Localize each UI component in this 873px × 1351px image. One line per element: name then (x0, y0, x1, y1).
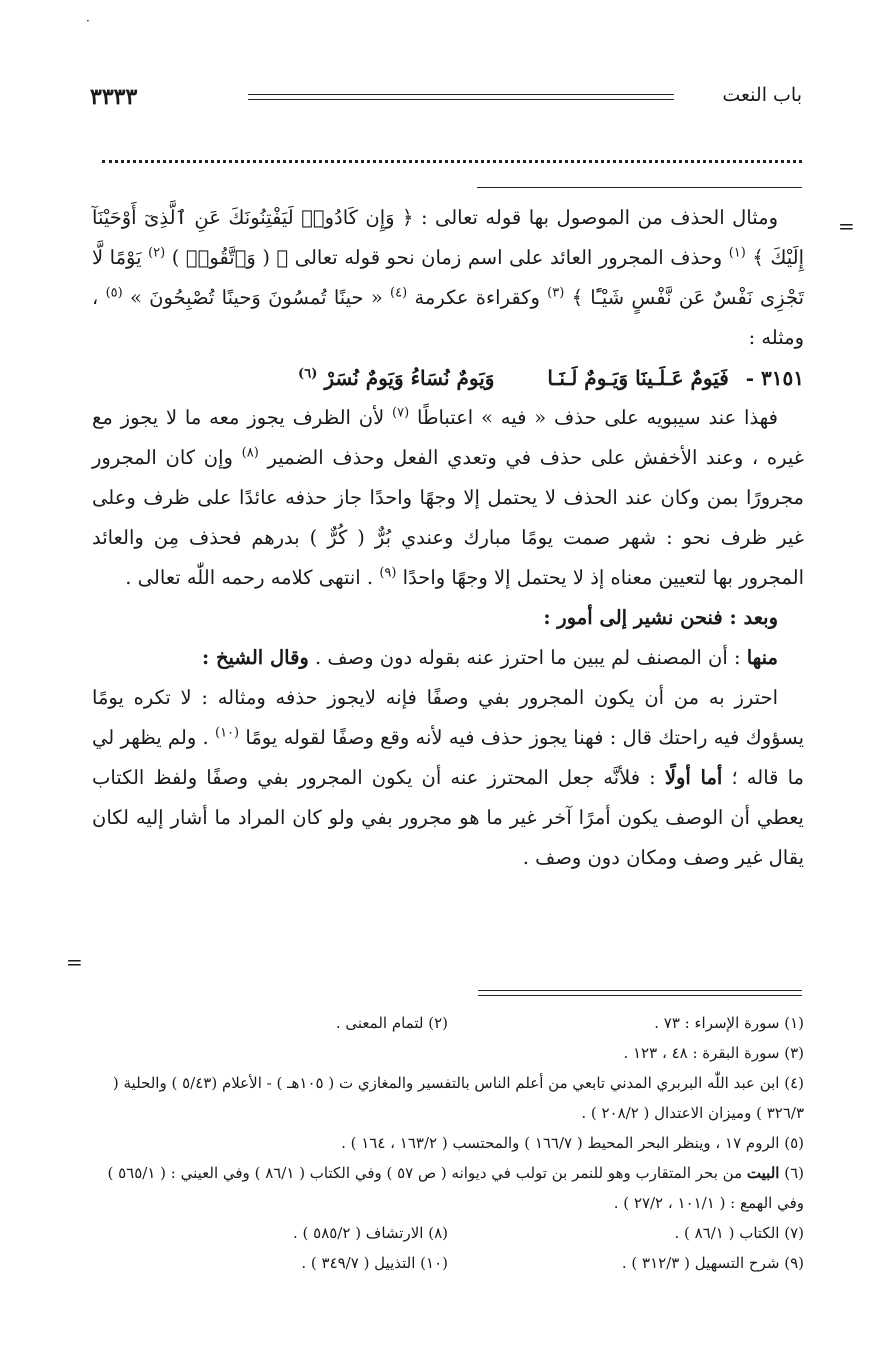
footnote-row-9-10 (92, 1248, 804, 1278)
footnote-rule-top (478, 990, 802, 991)
footnote-ref-5[interactable]: (٥) (105, 285, 123, 301)
header-rule-top (248, 94, 674, 95)
footnote-4: (٤) ابن عبد اللّٰه البربري المدني تابعي من أعلم الناس بالتفسير والمغازي ت ( ١٠٥هـ ) - الأعلام (٥/٤٣ ) والحلية ( ٣٢٦/٣ ) وميزان الاعتدال ( ٢٠٨/٢ ) . (112, 1074, 804, 1122)
footnote-10: (١٠) التذييل ( ٣٤٩/٧ ) . (301, 1254, 448, 1272)
shaykh-label: وقال الشيخ : (201, 646, 309, 669)
footnote-ref-7[interactable]: (٧) (392, 405, 410, 421)
stray-dot: · (86, 14, 90, 28)
verse-hemistich-1: فَيَومٌ عَـلَـينَا وَيَـومٌ لَـنَـا (547, 366, 729, 390)
footnotes (92, 1008, 804, 1278)
margin-mark-top: = (838, 214, 855, 238)
footnote-ref-6[interactable]: (٦) (298, 366, 318, 382)
footnote-ref-3[interactable]: (٣) (547, 285, 565, 301)
continuation-dots (102, 150, 802, 163)
paragraph-1: ومثال الحذف من الموصول بها قوله تعالى : ﴿ وَإِن كَادُوا۟ لَيَفْتِنُونَكَ عَنِ ٱلَّذِىٓ أَوْحَيْنَآ إِلَيْكَ ﴾ $^{(١)}$ وحذف المجرور العائد على اسم زمان نحو قوله تعالى ﴿ ( وَٱتَّقُوا۟ ) $^{(٢)}$ يَوْمًا لَّا تَجْزِى نَفْسٌ عَن نَّفْسٍ شَيْـًٔا ﴾ $^{(٣)}$ وكقراءة عكرمة $^{(٤)}$ « حينًا تُمسُونَ وَحينًا تُصْبِحُونَ » $^{(٥)}$ ، ومثله : (92, 206, 805, 349)
footnote-row-7-8 (92, 1218, 804, 1248)
footnote-rule-bottom (478, 995, 802, 996)
footnote-5: (٥) الروم ١٧ ، وينظر البحر المحيط ( ١٦٦/٧ ) والمحتسب ( ١٦٣/٢ ، ١٦٤ ) . (341, 1134, 804, 1152)
footnote-ref-1[interactable]: (١) (728, 245, 746, 261)
footnote-ref-10[interactable]: (١٠) (215, 725, 240, 741)
verse-number: ٣١٥١ - (745, 366, 804, 390)
poetry-verse (92, 358, 804, 398)
paragraph-5: احترز به من أن يكون المجرور بفي وصفًا فإنه لايجوز حذفه ومثاله : لا تكره يومًا يسؤوك فيه راحتك قال : فهنا يجوز حذف فيه لأنه وقع وصفًا لقوله يومًا $^{(١٠)}$ . ولم يظهر لي ما قاله ؛ أما أولًا : فلأنَّه جعل المحترز عنه أن يكون المجرور بفي وصفًا ولفظ الكتاب يعطي أن الوصف يكون أمرًا آخر غير ما هو مجرور بفي ولو كان المراد ما أشار إليه لكان يقال غير وصف ومكان دون وصف . (92, 686, 805, 869)
section-rule (477, 187, 802, 188)
paragraph-3: وبعد : فنحن نشير إلى أمور : (543, 606, 778, 629)
footnote-8: (٨) الارتشاف ( ٥٨٥/٢ ) . (292, 1224, 448, 1242)
footnote-ref-4[interactable]: (٤) (390, 285, 408, 301)
footnote-ref-2[interactable]: (٢) (148, 245, 166, 261)
paragraph-2: فهذا عند سيبويه على حذف « فيه » اعتباطًا $^{(٧)}$ لأن الظرف يجوز معه ما لا يجوز مع غيره ، وعند الأخفش على حذف في وتعدي الفعل وحذف الضمير $^{(٨)}$ وإن كان المجرور مجرورًا بمن وكان عند الحذف لا يحتمل إلا وجهًا واحدًا جاز حذفه عائدًا على ظرف وعلى غير ظرف نحو : شهر صمت يومًا مبارك وعندي بُرٌّ ( كُرٌّ ) بدرهم فحذف مِن والعائد المجرور بها لتعيين معناه إذ لا يحتمل إلا وجهًا واحدًا $^{(٩)}$ . انتهى كلامه رحمه اللّٰه تعالى . (92, 405, 804, 589)
verse-hemistich-2: وَيَومٌ نُسَاءُ وَيَومٌ نُسَرْ (324, 366, 495, 390)
running-header (90, 84, 802, 110)
paragraph-4: منها : أن المصنف لم يبين ما احترز عنه بقوله دون وصف . وقال الشيخ : (201, 646, 778, 669)
first-point-label: أما أولًا (664, 766, 723, 789)
footnote-row-1-2 (92, 1008, 804, 1038)
page-number: ٣٣٣٣ (90, 84, 138, 110)
footnote-1: (١) سورة الإسراء : ٧٣ . (654, 1014, 804, 1032)
footnote-3: (٣) سورة البقرة : ٤٨ ، ١٢٣ . (623, 1044, 804, 1062)
footnote-ref-9[interactable]: (٩) (379, 565, 397, 581)
margin-mark-bottom: = (66, 950, 83, 974)
footnote-6: (٦) البيت من بحر المتقارب وهو للنمر بن تولب في ديوانه ( ص ٥٧ ) وفي الكتاب ( ٨٦/١ ) وفي العيني : ( ٥٦٥/١ ) وفي الهمع : ( ١٠١/١ ، ٢٧/٢ ) . (107, 1164, 804, 1212)
footnote-7: (٧) الكتاب ( ٨٦/١ ) . (674, 1224, 804, 1242)
main-text (92, 198, 804, 878)
footnote-2: (٢) لتمام المعنى . (335, 1014, 448, 1032)
header-rule-bottom (248, 99, 674, 100)
footnote-9: (٩) شرح التسهيل ( ٣١٢/٣ ) . (621, 1254, 804, 1272)
footnote-ref-8[interactable]: (٨) (241, 445, 259, 461)
lead-word: منها (746, 646, 778, 669)
chapter-title: باب النعت (722, 84, 802, 106)
